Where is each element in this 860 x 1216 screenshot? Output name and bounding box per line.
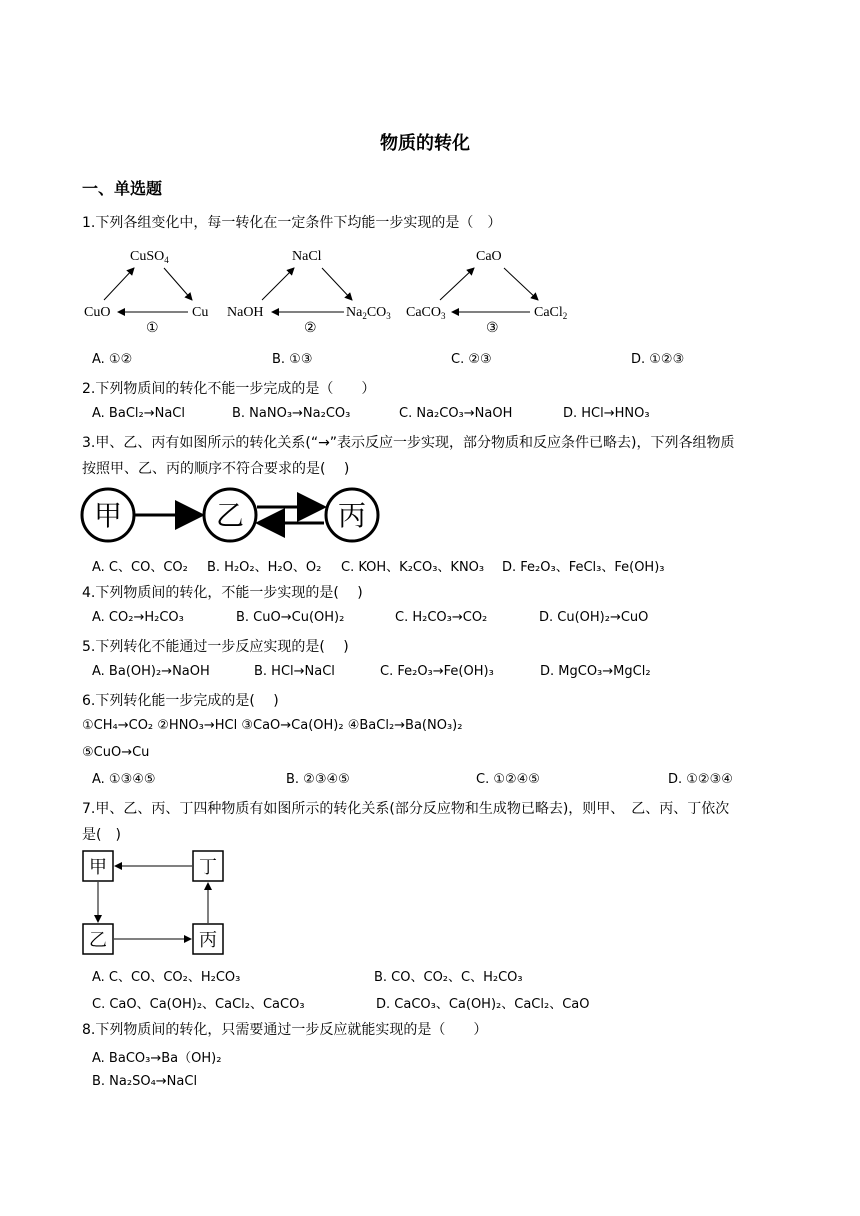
question-3-stem-line-2: 按照甲、乙、丙的顺序不符合要求的是( )	[82, 461, 350, 477]
node-yi: 乙	[215, 501, 245, 532]
question-6-items-line-2: ⑤CuO→Cu	[82, 745, 150, 760]
question-2-stem: 2.下列物质间的转化不能一步完成的是（ ）	[82, 381, 376, 397]
diagram-2-left-label: NaOH	[227, 305, 264, 320]
q3-option-c: C. KOH、K₂CO₃、KNO₃	[341, 560, 485, 575]
q4-option-c: C. H₂CO₃→CO₂	[395, 610, 488, 625]
question-1-diagrams	[82, 242, 582, 342]
q6-option-d: D. ①②③④	[668, 772, 733, 787]
diagram-3-top-label: CaO	[476, 249, 502, 264]
diagram-1-number: ①	[146, 321, 159, 336]
question-7-stem-line-2: 是( )	[82, 827, 121, 843]
node-jia: 甲	[89, 857, 107, 877]
diagram-1	[84, 249, 208, 336]
q3-option-b: B. H₂O₂、H₂O、O₂	[207, 560, 322, 575]
q4-option-a: A. CO₂→H₂CO₃	[92, 610, 184, 625]
question-6-items-line-1: ①CH₄→CO₂ ②HNO₃→HCl ③CaO→Ca(OH)₂ ④BaCl₂→Ba(NO₃)₂	[82, 718, 463, 733]
q2-option-b: B. NaNO₃→Na₂CO₃	[232, 406, 351, 421]
q8-option-a: A. BaCO₃→Ba（OH)₂	[92, 1051, 222, 1066]
diagram-1-left-label: CuO	[84, 305, 111, 320]
q7-option-d: D. CaCO₃、Ca(OH)₂、CaCl₂、CaO	[376, 997, 590, 1012]
node-ding: 丁	[199, 857, 217, 877]
q2-option-a: A. BaCl₂→NaCl	[92, 406, 185, 421]
page-title: 物质的转化	[380, 133, 470, 154]
question-6-stem: 6.下列转化能一步完成的是( )	[82, 693, 279, 709]
q2-option-c: C. Na₂CO₃→NaOH	[399, 406, 513, 421]
diagram-2-number: ②	[304, 321, 317, 336]
q5-option-b: B. HCl→NaCl	[254, 664, 335, 679]
node-bing: 丙	[337, 501, 367, 532]
q5-option-c: C. Fe₂O₃→Fe(OH)₃	[380, 664, 494, 679]
q6-option-b: B. ②③④⑤	[286, 772, 350, 787]
q2-option-d: D. HCl→HNO₃	[563, 406, 650, 421]
diagram-1-top-label: CuSO$_4$	[130, 249, 169, 265]
section-heading: 一、单选题	[82, 179, 163, 198]
q7-option-b: B. CO、CO₂、C、H₂CO₃	[374, 970, 523, 985]
question-7-diagram	[80, 848, 230, 958]
question-4-stem: 4.下列物质间的转化，不能一步实现的是( )	[82, 585, 363, 601]
q7-option-c: C. CaO、Ca(OH)₂、CaCl₂、CaCO₃	[92, 997, 305, 1012]
diagram-3-left-label: CaCO$_3$	[406, 305, 446, 321]
question-7-stem-line-1: 7.甲、乙、丙、丁四种物质有如图所示的转化关系(部分反应物和生成物已略去)，则甲、 乙、丙、丁依次	[82, 801, 730, 817]
question-3-stem-line-1: 3.甲、乙、丙有如图所示的转化关系(“→”表示反应一步实现，部分物质和反应条件已略去)，下列各组物质	[82, 435, 735, 451]
q1-option-a: A. ①②	[92, 352, 133, 367]
diagram-3-right-label: CaCl$_2$	[534, 305, 568, 321]
q7-option-a: A. C、CO、CO₂、H₂CO₃	[92, 970, 241, 985]
q8-option-b: B. Na₂SO₄→NaCl	[92, 1074, 198, 1089]
diagram-3	[406, 249, 567, 336]
node-jia: 甲	[93, 501, 123, 532]
diagram-2-right-label: $Na_2CO_3$	[346, 305, 391, 321]
q5-option-d: D. MgCO₃→MgCl₂	[540, 664, 651, 679]
question-3-diagram	[80, 485, 382, 547]
node-yi: 乙	[89, 930, 107, 950]
q1-option-c: C. ②③	[451, 352, 492, 367]
diagram-2	[227, 249, 391, 336]
diagram-3-number: ③	[486, 321, 499, 336]
q4-option-b: B. CuO→Cu(OH)₂	[236, 610, 345, 625]
diagram-1-right-label: Cu	[192, 305, 209, 320]
question-8-stem: 8.下列物质间的转化，只需要通过一步反应就能实现的是（ ）	[82, 1022, 488, 1038]
diagram-2-top-label: NaCl	[292, 249, 322, 264]
q3-option-d: D. Fe₂O₃、FeCl₃、Fe(OH)₃	[502, 560, 665, 575]
question-1-stem: 1.下列各组变化中，每一转化在一定条件下均能一步实现的是（ ）	[82, 215, 502, 231]
q1-option-d: D. ①②③	[631, 352, 685, 367]
q6-option-c: C. ①②④⑤	[476, 772, 540, 787]
q5-option-a: A. Ba(OH)₂→NaOH	[92, 664, 210, 679]
node-bing: 丙	[199, 930, 217, 950]
q6-option-a: A. ①③④⑤	[92, 772, 156, 787]
question-5-stem: 5.下列转化不能通过一步反应实现的是( )	[82, 639, 349, 655]
q3-option-a: A. C、CO、CO₂	[92, 560, 188, 575]
q1-option-b: B. ①③	[272, 352, 313, 367]
q4-option-d: D. Cu(OH)₂→CuO	[539, 610, 649, 625]
